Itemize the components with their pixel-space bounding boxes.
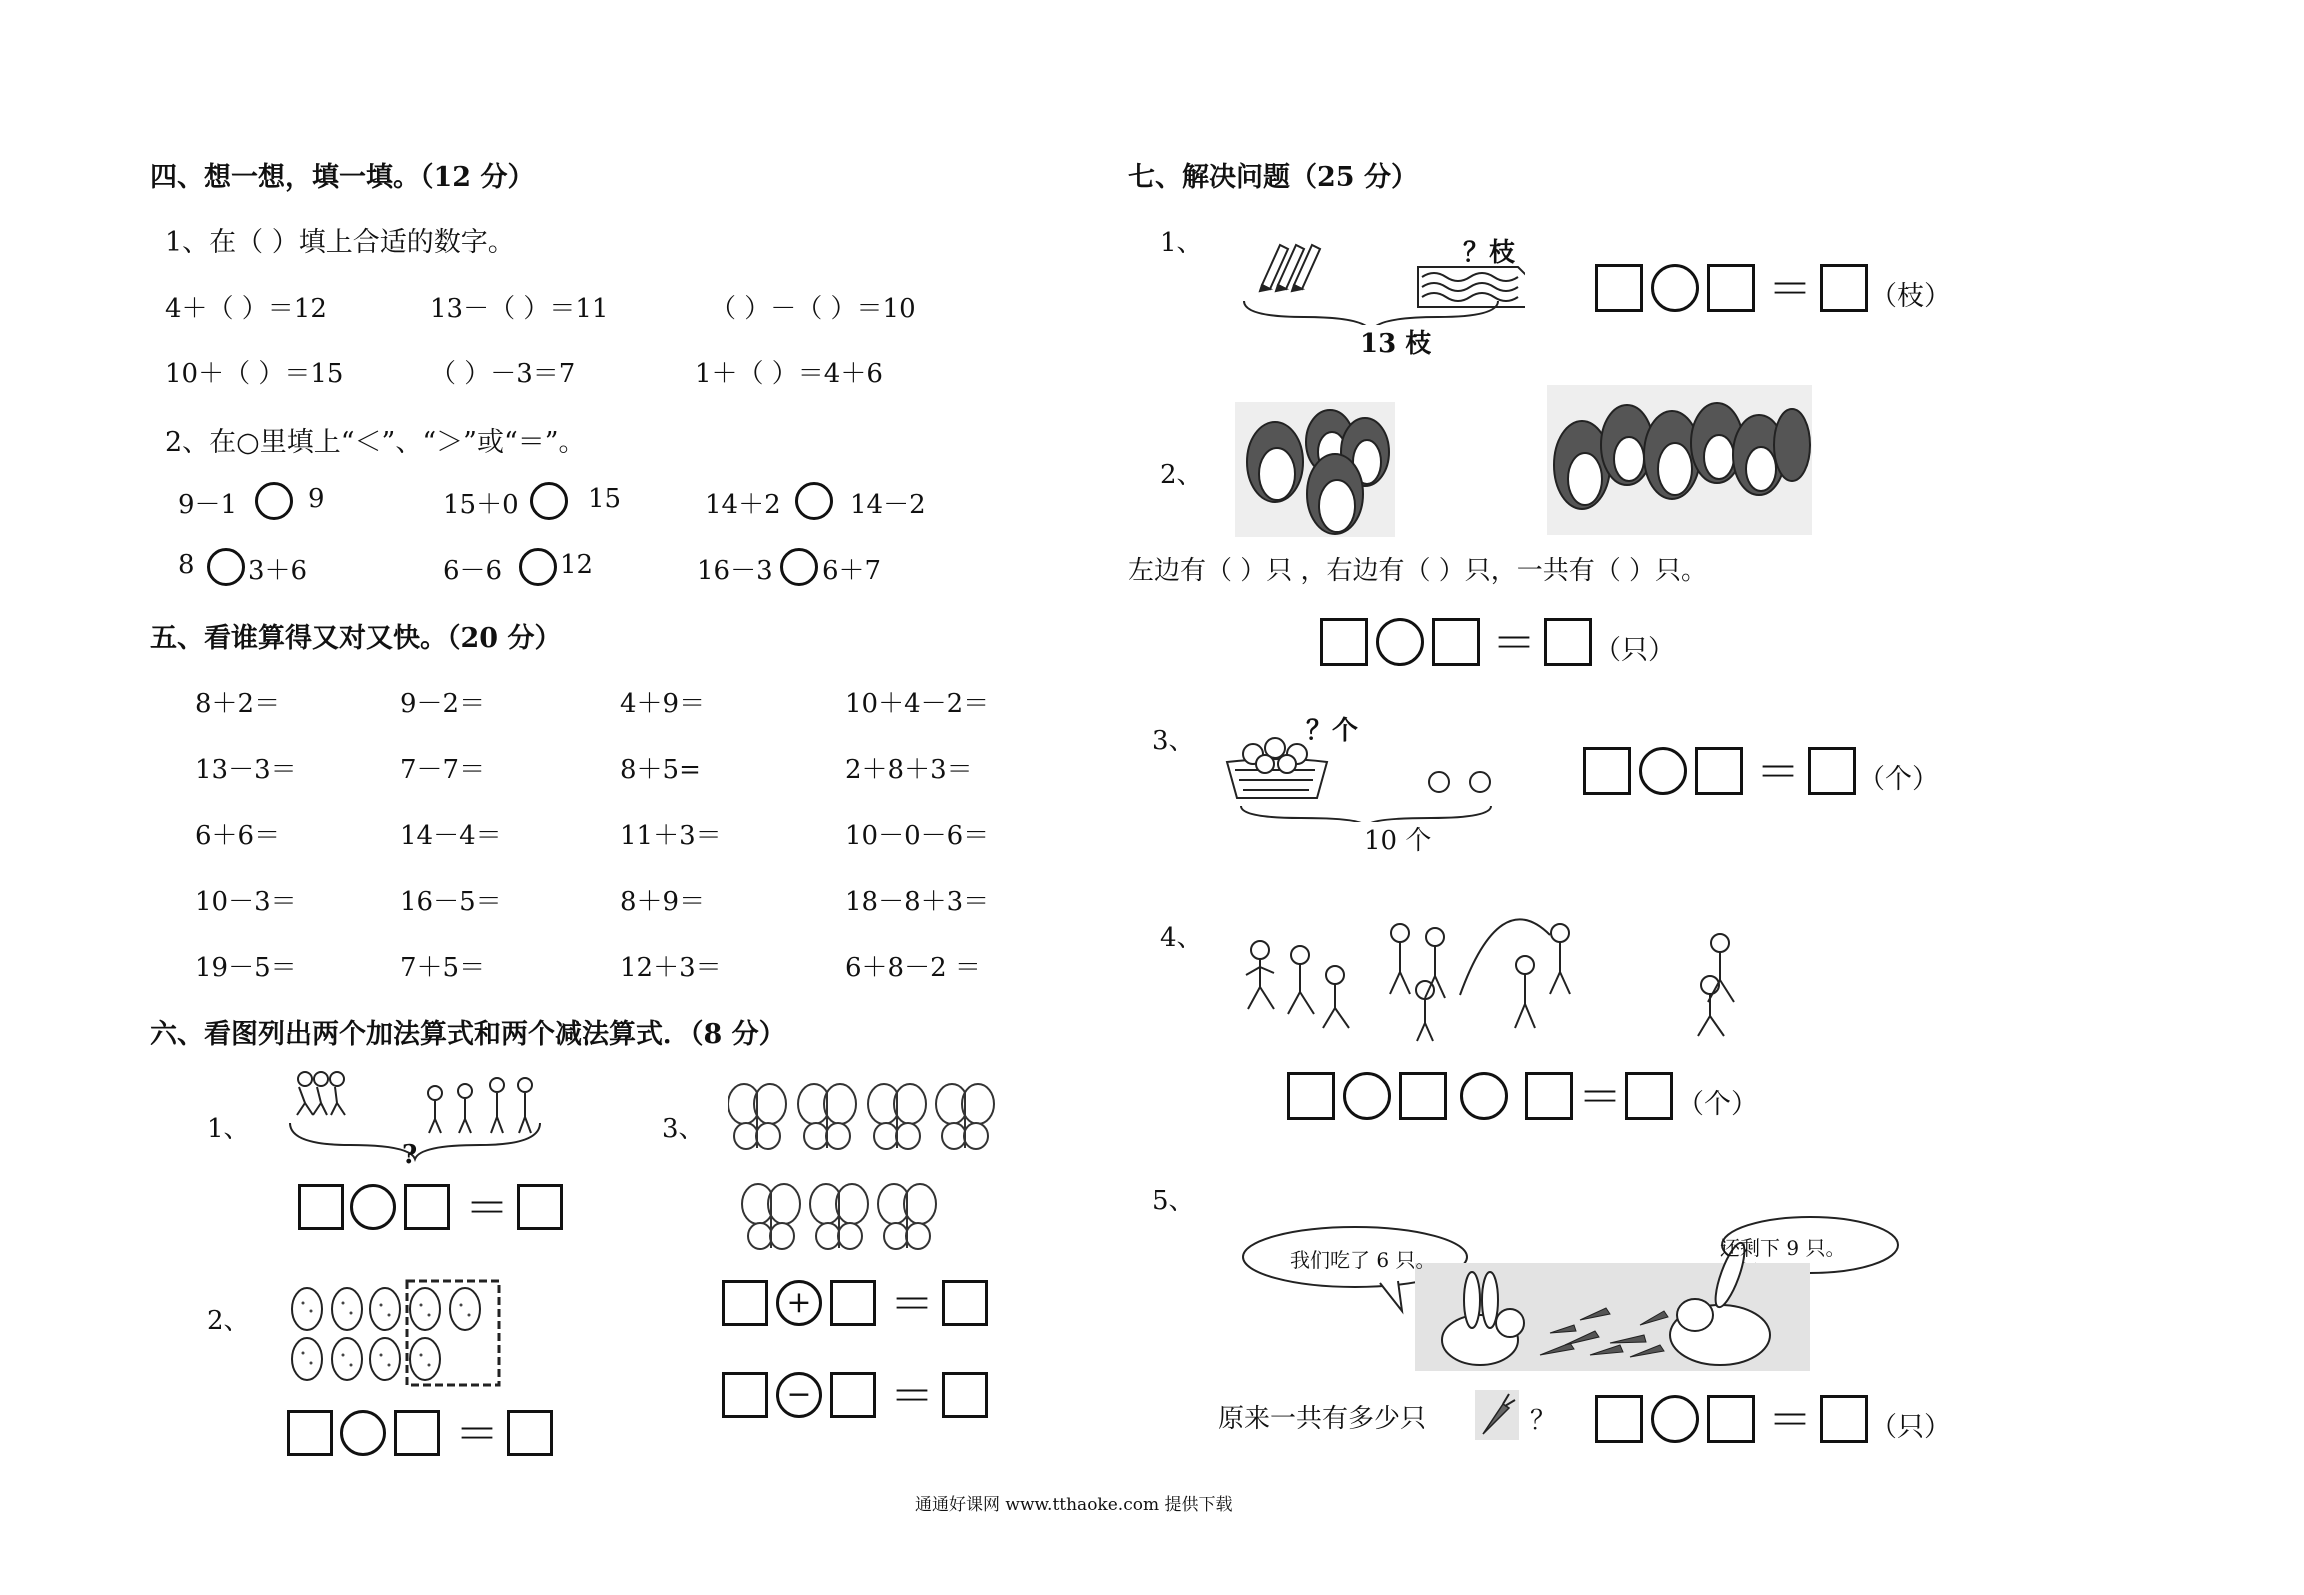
section4-title: 四、想一想，填一填。（12 分）: [150, 162, 535, 193]
penguins-right-picture: [1547, 385, 1812, 535]
fill-item: 13－（ ）＝11: [430, 294, 609, 324]
calc-item: 8＋5=: [620, 755, 701, 785]
penguins-left-picture: [1235, 402, 1395, 537]
unknown-label: ？个: [1306, 716, 1359, 746]
equals-sign: ＝: [1768, 264, 1812, 315]
section5-title: 五、看谁算得又对又快。（20 分）: [150, 623, 562, 654]
compare-left: 16－3: [697, 556, 773, 586]
unit-label: （只）: [1870, 1412, 1951, 1443]
question-mark: ?: [402, 1140, 418, 1170]
problem-text: 原来一共有多少只: [1218, 1404, 1427, 1434]
compare-left: 6－6: [443, 556, 503, 586]
operator-circle[interactable]: [1639, 747, 1687, 795]
operator-circle[interactable]: [1651, 1395, 1699, 1443]
fill-item: （ ）－（ ）＝10: [710, 294, 916, 324]
children-picture: [285, 1065, 555, 1175]
minus-circle: −: [776, 1372, 822, 1418]
question-mark: ？: [1530, 1406, 1557, 1436]
carrot-icon: [1475, 1390, 1519, 1440]
answer-box[interactable]: [298, 1184, 344, 1230]
answer-box[interactable]: [1544, 618, 1592, 666]
calc-item: 9－2＝: [400, 689, 486, 719]
compare-right: 15: [588, 484, 622, 514]
answer-box[interactable]: [404, 1184, 450, 1230]
butterflies-picture: [728, 1082, 998, 1252]
calc-item: 18－8＋3＝: [845, 887, 990, 917]
answer-box[interactable]: [1583, 747, 1631, 795]
problem-text: 左边有（ ）只 ，右边有（ ）只，一共有（ ）只。: [1128, 556, 1708, 586]
compare-right: 14－2: [850, 490, 926, 520]
calc-item: 6＋8－2 ＝: [845, 953, 981, 983]
compare-circle[interactable]: [519, 548, 557, 586]
equals-sign: ＝: [1756, 747, 1800, 798]
fill-item: 10＋（ ）＝15: [165, 359, 344, 389]
calc-item: 4＋9＝: [620, 689, 706, 719]
equals-sign: ＝: [455, 1409, 499, 1460]
answer-box[interactable]: [394, 1410, 440, 1456]
answer-box[interactable]: [1432, 618, 1480, 666]
total-label: 10 个: [1364, 826, 1432, 856]
calc-item: 2＋8＋3＝: [845, 755, 973, 785]
strawberries-picture: [285, 1275, 510, 1387]
problem-number: 5、: [1152, 1186, 1195, 1216]
section4-q2: 2、在○里填上“＜”、“＞”或“＝”。: [165, 427, 586, 458]
unit-label: （个）: [1858, 764, 1939, 795]
answer-box[interactable]: [1320, 618, 1368, 666]
compare-left: 14＋2: [705, 490, 781, 520]
answer-box[interactable]: [942, 1372, 988, 1418]
operator-circle[interactable]: [1651, 264, 1699, 312]
section6-title: 六、看图列出两个加法算式和两个减法算式．（8 分）: [150, 1019, 786, 1050]
speech-bubble-right: 还剩下 9 只。: [1720, 1236, 1846, 1260]
operator-circle[interactable]: [1460, 1072, 1508, 1120]
compare-circle[interactable]: [530, 482, 568, 520]
problem-number: 3、: [1152, 726, 1195, 756]
answer-box[interactable]: [722, 1372, 768, 1418]
problem-number: 4、: [1160, 923, 1203, 953]
answer-box[interactable]: [1820, 264, 1868, 312]
answer-box[interactable]: [1287, 1072, 1335, 1120]
answer-box[interactable]: [1820, 1395, 1868, 1443]
answer-box[interactable]: [287, 1410, 333, 1456]
apple-basket-picture: [1225, 722, 1515, 822]
calc-item: 11＋3＝: [620, 821, 722, 851]
unit-label: （只）: [1594, 635, 1675, 666]
answer-box[interactable]: [1595, 264, 1643, 312]
answer-box[interactable]: [1808, 747, 1856, 795]
calc-item: 7－7＝: [400, 755, 486, 785]
compare-right: 12: [560, 550, 594, 580]
compare-left: 9－1: [178, 490, 238, 520]
calc-item: 19－5＝: [195, 953, 297, 983]
answer-box[interactable]: [830, 1372, 876, 1418]
answer-box[interactable]: [1707, 264, 1755, 312]
compare-circle[interactable]: [795, 482, 833, 520]
equals-sign: ＝: [1578, 1072, 1622, 1123]
answer-box[interactable]: [507, 1410, 553, 1456]
answer-box[interactable]: [942, 1280, 988, 1326]
answer-box[interactable]: [517, 1184, 563, 1230]
compare-circle[interactable]: [780, 548, 818, 586]
operator-circle[interactable]: [1376, 618, 1424, 666]
calc-item: 16－5＝: [400, 887, 502, 917]
calc-item: 13－3＝: [195, 755, 297, 785]
operator-circle[interactable]: [340, 1410, 386, 1456]
compare-right: 9: [308, 484, 325, 514]
fill-item: 4＋（ ）＝12: [165, 294, 327, 324]
answer-box[interactable]: [1399, 1072, 1447, 1120]
compare-circle[interactable]: [207, 548, 245, 586]
calc-item: 10－0－6＝: [845, 821, 990, 851]
calc-item: 10－3＝: [195, 887, 297, 917]
equals-sign: ＝: [1492, 618, 1536, 669]
calc-item: 12＋3＝: [620, 953, 722, 983]
operator-circle[interactable]: [350, 1184, 396, 1230]
equals-sign: ＝: [1768, 1395, 1812, 1446]
calc-item: 10＋4－2＝: [845, 689, 990, 719]
answer-box[interactable]: [830, 1280, 876, 1326]
problem-number: 2、: [1160, 460, 1203, 490]
total-label: 13 枝: [1360, 329, 1432, 359]
calc-item: 14－4＝: [400, 821, 502, 851]
problem-number: 1、: [1160, 228, 1203, 258]
section4-q1: 1、在（ ）填上合适的数字。: [165, 227, 515, 258]
answer-box[interactable]: [1707, 1395, 1755, 1443]
equals-sign: ＝: [890, 1279, 934, 1330]
unknown-label: ？枝: [1463, 238, 1516, 268]
answer-box[interactable]: [722, 1280, 768, 1326]
footer: 通通好课网 www.tthaoke.com 提供下载: [915, 1495, 1233, 1515]
compare-right: 3＋6: [248, 556, 308, 586]
operator-circle[interactable]: [1343, 1072, 1391, 1120]
equals-sign: ＝: [890, 1371, 934, 1422]
answer-box[interactable]: [1695, 747, 1743, 795]
compare-right: 6＋7: [822, 556, 882, 586]
equals-sign: ＝: [465, 1183, 509, 1234]
fill-item: （ ）－3＝7: [430, 359, 576, 389]
compare-left: 15＋0: [443, 490, 519, 520]
section7-title: 七、解决问题（25 分）: [1128, 162, 1418, 193]
compare-left: 8: [178, 550, 195, 580]
unit-label: （枝）: [1870, 281, 1951, 312]
answer-box[interactable]: [1625, 1072, 1673, 1120]
calc-item: 8＋9＝: [620, 887, 706, 917]
fill-item: 1＋（ ）＝4＋6: [695, 359, 883, 389]
unit-label: （个）: [1677, 1089, 1758, 1120]
compare-circle[interactable]: [255, 482, 293, 520]
problem-number: 2、: [207, 1306, 250, 1336]
problem-number: 1、: [207, 1114, 250, 1144]
answer-box[interactable]: [1595, 1395, 1643, 1443]
calc-item: 7＋5＝: [400, 953, 486, 983]
calc-item: 8＋2＝: [195, 689, 281, 719]
speech-bubble-left: 我们吃了 6 只。: [1290, 1248, 1436, 1272]
plus-circle: +: [776, 1280, 822, 1326]
problem-number: 3、: [662, 1114, 705, 1144]
children-playing-picture: [1240, 915, 1780, 1045]
calc-item: 6＋6＝: [195, 821, 281, 851]
answer-box[interactable]: [1525, 1072, 1573, 1120]
